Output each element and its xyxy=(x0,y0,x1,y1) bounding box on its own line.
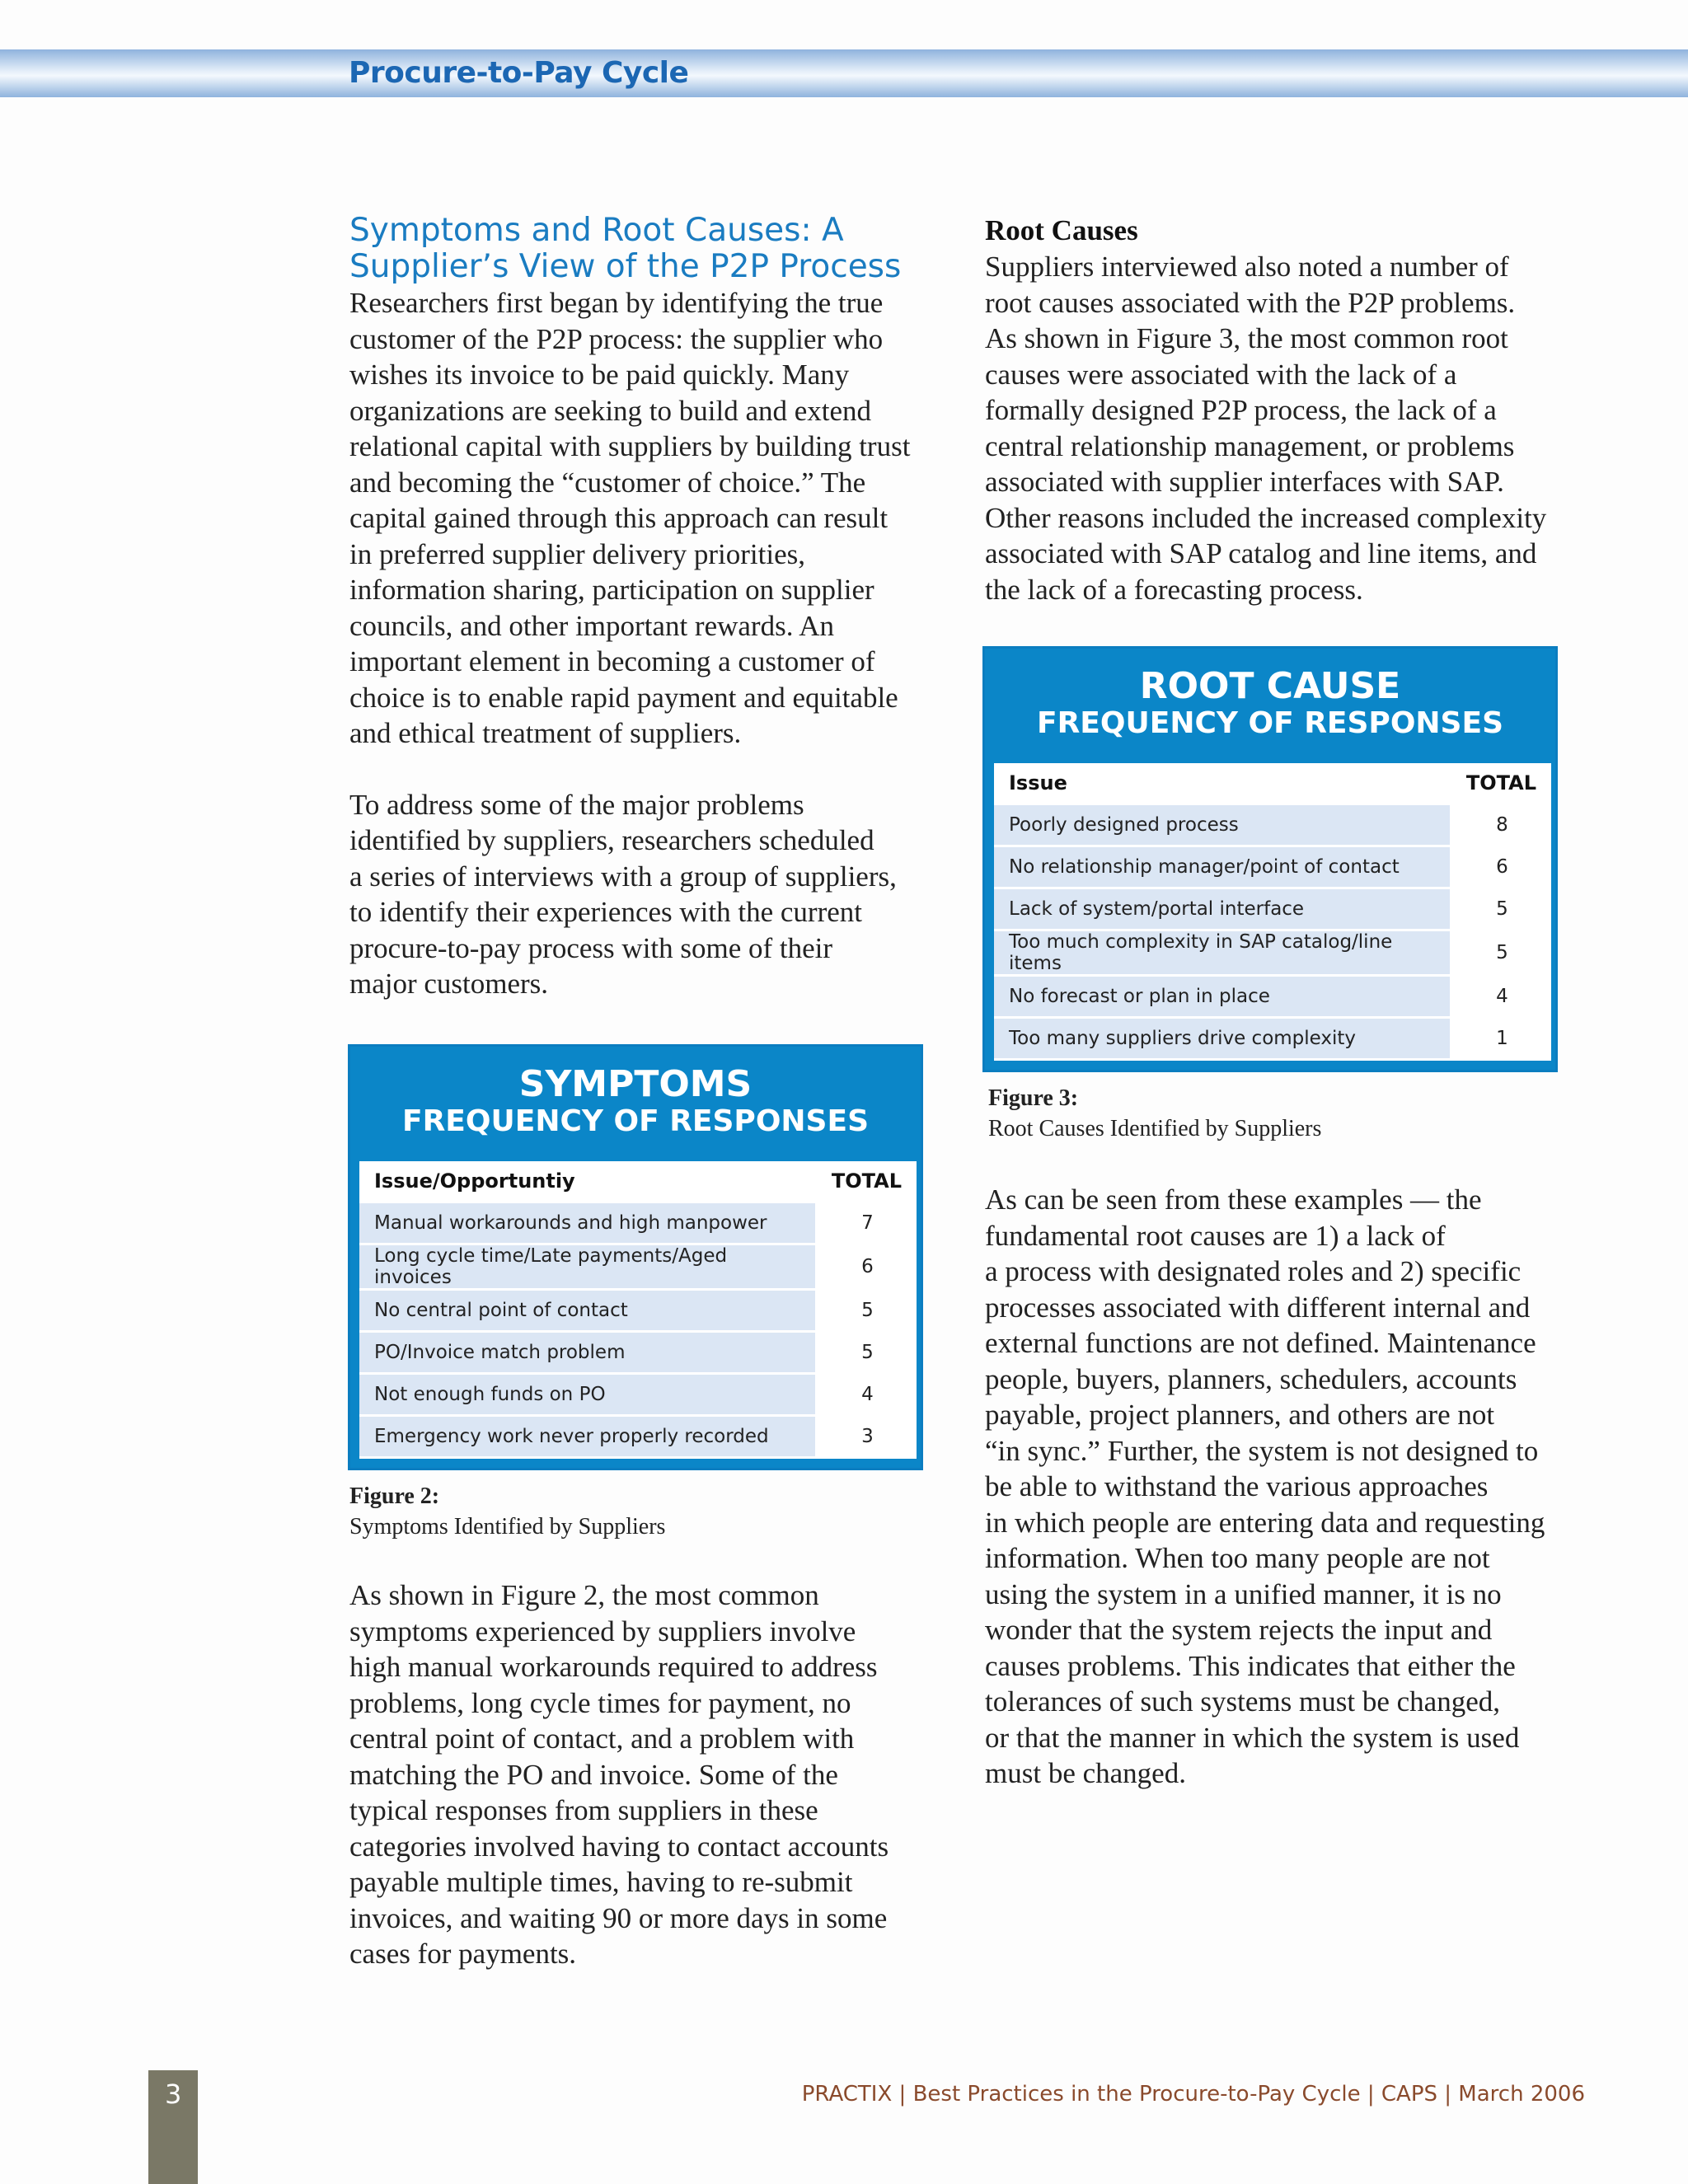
figure-2-caption xyxy=(349,1481,665,1542)
total-cell: 5 xyxy=(817,1290,917,1332)
text-line: Other reasons included the increased complexity xyxy=(985,501,1547,534)
table-row xyxy=(994,846,1551,888)
text-line: information sharing, participation on supplier xyxy=(349,574,874,606)
issue-cell: Too many suppliers drive complexity xyxy=(994,1018,1451,1060)
table-row xyxy=(359,1374,917,1416)
issue-cell: Long cycle time/Late payments/Aged invoices xyxy=(359,1244,817,1290)
text-line: problems, long cycle times for payment, no xyxy=(349,1686,851,1719)
table-row xyxy=(994,804,1551,846)
text-line: As shown in Figure 3, the most common root xyxy=(985,322,1508,354)
figure-2-title: SYMPTOMS xyxy=(518,1063,753,1105)
right-paragraph-2 xyxy=(985,1182,1595,1792)
table-header-row xyxy=(359,1161,917,1202)
column-header-total: TOTAL xyxy=(817,1161,917,1202)
text-line: major customers. xyxy=(349,968,549,1000)
total-cell: 6 xyxy=(817,1244,917,1290)
text-line: matching the PO and invoice. Some of the xyxy=(349,1758,838,1791)
text-line: wishes its invoice to be paid quickly. Many xyxy=(349,359,850,391)
text-line: in preferred supplier delivery priorities, xyxy=(349,537,805,570)
column-header-total: TOTAL xyxy=(1451,763,1551,804)
root-causes-heading: Root Causes xyxy=(985,214,1138,246)
text-line: Suppliers interviewed also noted a number of xyxy=(985,251,1509,283)
figure-2-table xyxy=(359,1161,917,1459)
text-line: Researchers first began by identifying the true xyxy=(349,287,884,319)
right-column xyxy=(985,213,1595,607)
header-band xyxy=(0,49,1688,97)
text-line: information. When too many people are not xyxy=(985,1542,1490,1574)
total-cell: 5 xyxy=(1451,930,1551,976)
text-line: “in sync.” Further, the system is not designed to xyxy=(985,1434,1539,1467)
table-row xyxy=(359,1202,917,1244)
text-line: formally designed P2P process, the lack of a xyxy=(985,394,1497,426)
text-line: choice is to enable rapid payment and equitable xyxy=(349,681,898,714)
text-line: cases for payments. xyxy=(349,1938,577,1970)
text-line: To address some of the major problems xyxy=(349,788,804,821)
issue-cell: Poorly designed process xyxy=(994,804,1451,846)
text-line: invoices, and waiting 90 or more days in some xyxy=(349,1901,888,1934)
text-line: a series of interviews with a group of suppliers, xyxy=(349,860,897,893)
total-cell: 7 xyxy=(817,1202,917,1244)
text-line: a process with designated roles and 2) specific xyxy=(985,1255,1522,1287)
text-line: external functions are not defined. Maintenance xyxy=(985,1327,1536,1359)
text-line: important element in becoming a customer of xyxy=(349,645,875,677)
total-cell: 3 xyxy=(817,1416,917,1458)
text-line: in which people are entering data and requesting xyxy=(985,1506,1545,1539)
figure-3-title: ROOT CAUSE xyxy=(1139,665,1401,707)
section-heading xyxy=(349,213,959,285)
text-line: and ethical treatment of suppliers. xyxy=(349,717,742,749)
table-row xyxy=(359,1416,917,1458)
table-row xyxy=(994,976,1551,1018)
issue-cell: No relationship manager/point of contact xyxy=(994,846,1451,888)
text-line: people, buyers, planners, schedulers, accounts xyxy=(985,1362,1517,1395)
table-row xyxy=(359,1290,917,1332)
text-line: capital gained through this approach can result xyxy=(349,502,889,534)
left-column-lower xyxy=(349,1577,959,1972)
total-cell: 4 xyxy=(1451,976,1551,1018)
issue-cell: Lack of system/portal interface xyxy=(994,888,1451,930)
figure-2-symptoms xyxy=(348,1044,923,1470)
left-paragraph-1 xyxy=(349,285,959,752)
issue-cell: No central point of contact xyxy=(359,1290,817,1332)
text-line: categories involved having to contact accounts xyxy=(349,1830,889,1863)
column-header-issue: Issue/Opportuntiy xyxy=(359,1161,817,1202)
page-number: 3 xyxy=(165,2079,182,2110)
text-line: tolerances of such systems must be changed, xyxy=(985,1685,1500,1718)
left-column xyxy=(349,213,959,1002)
text-line: organizations are seeking to build and extend xyxy=(349,394,872,427)
running-header-title: Procure-to-Pay Cycle xyxy=(349,56,689,90)
figure-3-heading xyxy=(985,649,1555,741)
figure-3-caption-text: Root Causes Identified by Suppliers xyxy=(988,1116,1322,1141)
issue-cell: PO/Invoice match problem xyxy=(359,1332,817,1374)
text-line: relational capital with suppliers by building trust xyxy=(349,430,911,462)
text-line: central relationship management, or problems xyxy=(985,429,1515,462)
total-cell: 1 xyxy=(1451,1018,1551,1060)
text-line: symptoms experienced by suppliers involve xyxy=(349,1615,856,1647)
text-line: root causes associated with the P2P problems. xyxy=(985,286,1516,319)
text-line: As can be seen from these examples — the xyxy=(985,1183,1482,1216)
right-column-lower xyxy=(985,1182,1595,1792)
text-line: causes were associated with the lack of a xyxy=(985,358,1457,391)
left-paragraph-2 xyxy=(349,787,959,1002)
total-cell: 4 xyxy=(817,1374,917,1416)
issue-cell: Not enough funds on PO xyxy=(359,1374,817,1416)
figure-2-heading xyxy=(350,1047,921,1139)
table-row xyxy=(359,1332,917,1374)
figure-3-caption xyxy=(988,1083,1321,1144)
total-cell: 5 xyxy=(817,1332,917,1374)
figure-3-caption-label: Figure 3: xyxy=(988,1085,1079,1111)
section-heading-line2: Supplier’s View of the P2P Process xyxy=(349,248,902,285)
text-line: fundamental root causes are 1) a lack of xyxy=(985,1219,1446,1252)
text-line: to identify their experiences with the current xyxy=(349,896,862,928)
text-line: identified by suppliers, researchers scheduled xyxy=(349,824,874,856)
text-line: high manual workarounds required to address xyxy=(349,1651,878,1683)
figure-2-subtitle: FREQUENCY OF RESPONSES xyxy=(401,1104,869,1138)
text-line: wonder that the system rejects the input and xyxy=(985,1614,1493,1646)
total-cell: 6 xyxy=(1451,846,1551,888)
issue-cell: Too much complexity in SAP catalog/line items xyxy=(994,930,1451,976)
issue-cell: No forecast or plan in place xyxy=(994,976,1451,1018)
text-line: be able to withstand the various approaches xyxy=(985,1470,1489,1502)
section-heading-line1: Symptoms and Root Causes: A xyxy=(349,212,844,249)
issue-cell: Manual workarounds and high manpower xyxy=(359,1202,817,1244)
total-cell: 8 xyxy=(1451,804,1551,846)
left-paragraph-3 xyxy=(349,1577,959,1972)
table-row xyxy=(359,1244,917,1290)
text-line: As shown in Figure 2, the most common xyxy=(349,1579,819,1611)
table-row xyxy=(994,888,1551,930)
text-line: must be changed. xyxy=(985,1757,1186,1789)
text-line: the lack of a forecasting process. xyxy=(985,573,1363,606)
total-cell: 5 xyxy=(1451,888,1551,930)
figure-2-caption-text: Symptoms Identified by Suppliers xyxy=(349,1514,666,1540)
table-row xyxy=(994,930,1551,976)
text-line: and becoming the “customer of choice.” The xyxy=(349,466,866,499)
text-line: councils, and other important rewards. An xyxy=(349,609,835,642)
text-line: procure-to-pay process with some of their xyxy=(349,931,833,964)
footer-text: PRACTIX | Best Practices in the Procure-to-Pay Cycle | CAPS | March 2006 xyxy=(801,2082,1585,2107)
column-header-issue: Issue xyxy=(994,763,1451,804)
text-line: payable multiple times, having to re-submit xyxy=(349,1866,853,1898)
figure-3-root-cause xyxy=(982,646,1558,1072)
table-header-row xyxy=(994,763,1551,804)
figure-3-table xyxy=(994,763,1551,1061)
figure-2-caption-label: Figure 2: xyxy=(349,1483,440,1509)
text-line: or that the manner in which the system is used xyxy=(985,1721,1520,1754)
text-line: typical responses from suppliers in these xyxy=(349,1794,818,1826)
figure-3-subtitle: FREQUENCY OF RESPONSES xyxy=(1036,706,1503,740)
text-line: using the system in a unified manner, it is no xyxy=(985,1577,1502,1610)
text-line: processes associated with different internal and xyxy=(985,1291,1531,1324)
text-line: central point of contact, and a problem with xyxy=(349,1722,855,1755)
text-line: associated with SAP catalog and line items, and xyxy=(985,537,1537,569)
right-paragraph-1 xyxy=(985,249,1595,607)
text-line: associated with supplier interfaces with SAP. xyxy=(985,466,1504,498)
table-row xyxy=(994,1018,1551,1060)
text-line: payable, project planners, and others are not xyxy=(985,1399,1495,1431)
text-line: causes problems. This indicates that either the xyxy=(985,1649,1516,1682)
text-line: customer of the P2P process: the supplier who xyxy=(349,322,884,355)
issue-cell: Emergency work never properly recorded xyxy=(359,1416,817,1458)
